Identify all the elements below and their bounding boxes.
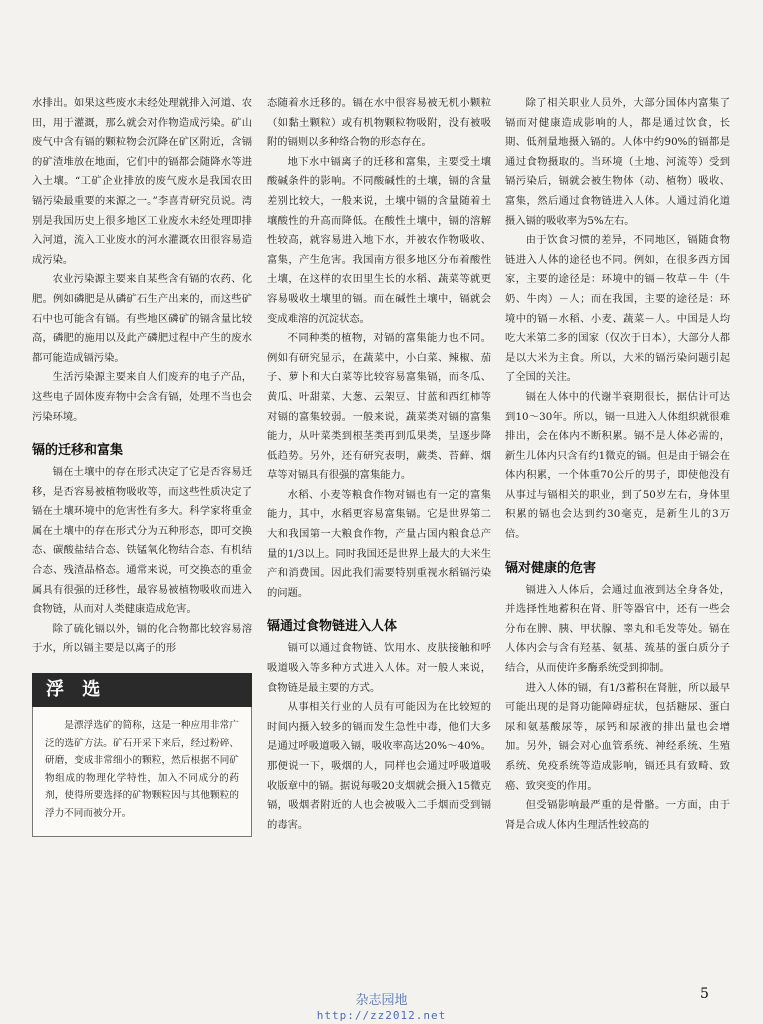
body-paragraph: 但受镉影响最严重的是骨骼。一方面，由于肾是合成人体内生理活性较高的 (505, 799, 730, 831)
sidebar-box-flotation (32, 673, 252, 837)
sidebar-box-text: 是漂浮选矿的简称，这是一种应用非常广泛的选矿方法。矿石开采下来后，经过粉碎、研磨，变成非常细小的颗粒，然后根据不同矿物组成的物理化学特性，加入不同成分的药剂，使得所要选择的矿物颗粒因与其他颗粒的浮力不同而被分开。 (45, 720, 239, 819)
body-paragraph: 地下水中镉离子的迁移和富集，主要受土壤酸碱条件的影响。不同酸碱性的土壤，镉的含量差别比较大，一般来说，土壤中镉的含量随着土壤酸性的升高而降低。在酸性土壤中，镉的溶解性较高，就容易进入地下水，并被农作物吸收、富集，产生危害。我国南方很多地区分布着酸性土壤，在这样的农田里生长的水稻、蔬菜等就更容易吸收土壤里的镉。而在碱性土壤中，镉就会变成难溶的沉淀状态。 (267, 155, 491, 325)
body-paragraph: 不同种类的植物，对镉的富集能力也不同。例如有研究显示，在蔬菜中，小白菜、辣椒、茄子、萝卜和大白菜等比较容易富集镉，而冬瓜、黄瓜、叶甜菜、大葱、云架豆、甘蓝和西红柿等对镉的富集较弱。一般来说，蔬菜类对镉的富集能力，从叶菜类到根茎类再到瓜果类，呈逐步降低趋势。另外，还有研究表明，蕨类、苔藓、烟草等对镉具有很强的富集能力。 (267, 332, 491, 482)
column-3 (505, 94, 730, 835)
column-1 (32, 94, 252, 837)
section-heading: 镉对健康的危害 (505, 560, 597, 576)
column-2 (267, 94, 491, 835)
body-paragraph: 生活污染源主要来自人们废弃的电子产品，这些电子固体废弃物中会含有镉，处理不当也会污染环境。 (32, 371, 252, 423)
page-number: 5 (700, 986, 709, 1002)
body-paragraph: 进入人体的镉，有1/3蓄积在肾脏，所以最早可能出现的是肾功能障碍症状，包括糖尿、蛋白尿和氨基酸尿等，尿钙和尿液的排出量也会增加。另外，镉会对心血管系统、神经系统、生殖系统、免疫系统等造成影响，镉还具有致畸、致癌、致突变的作用。 (505, 681, 730, 792)
footer-site-name: 杂志园地 (355, 993, 408, 1008)
body-paragraph: 除了硫化镉以外，镉的化合物都比较容易溶于水，所以镉主要是以离子的形 (32, 622, 252, 655)
body-paragraph: 由于饮食习惯的差异，不同地区，镉随食物链进入人体的途径也不同。例如，在很多西方国家，主要的途径是：环境中的镉－牧草－牛（牛奶、牛肉）－人；而在我国，主要的途径是：环境中的镉－水稻、小麦、蔬菜－人。中国是人均吃大米第二多的国家（仅次于日本），大部分人都是以大米为主食。所以，大米的镉污染问题引起了全国的关注。 (505, 234, 730, 384)
body-paragraph: 态随着水迁移的。镉在水中很容易被无机小颗粒（如黏土颗粒）或有机物颗粒物吸附，没有被吸附的镉则以多种络合物的形态存在。 (267, 97, 491, 149)
body-paragraph: 镉在人体中的代谢半衰期很长，据估计可达到10～30年。所以，镉一旦进入人体组织就很难排出，会在体内不断积累。镉不是人体必需的，新生儿体内只含有约1微克的镉。但是由于镉会在体内积累，一个体重70公斤的男子，即使他没有从事过与镉相关的职业，到了50岁左右，身体里积累的镉也会达到约30毫克，是新生儿的3万倍。 (505, 390, 730, 541)
body-paragraph: 镉可以通过食物链、饮用水、皮肤接触和呼吸道吸入等多种方式进入人体。对一般人来说，食物链是最主要的方式。 (267, 642, 491, 694)
body-paragraph: 从事相关行业的人员有可能因为在比较短的时间内摄入较多的镉而发生急性中毒，他们大多是通过呼吸道吸入镉，吸收率高达20%～40%。那便说一下，吸烟的人，同样也会通过呼吸道吸收版章中的镉。据说每吸20支烟就会摄入15微克镉，吸烟者附近的人也会被吸入二手烟而受到镉的毒害。 (267, 701, 491, 831)
sidebar-box-body (32, 707, 252, 837)
body-paragraph: 除了相关职业人员外，大部分国体内富集了镉而对健康造成影响的人，都是通过饮食，长期、低剂量地摄入镉的。人体中约90%的镉都是通过食物摄取的。当环境（土地、河流等）受到镉污染后，镉就会被生物体（动、植物）吸收、富集，然后通过食物链进入人体。人通过消化道摄入镉的吸收率为5%左右。 (505, 97, 730, 227)
section-heading: 镉的迁移和富集 (32, 443, 124, 459)
body-paragraph: 镉在土壤中的存在形式决定了它是否容易迁移，是否容易被植物吸收等，而这些性质决定了镉在土壤环境中的危害性有多大。科学家将重金属在土壤中的存在形式分为五种形态，即可交换态、碳酸盐结合态、铁锰氧化物结合态、有机结合态、残渣晶格态。通常来说，可交换态的重金属具有很强的迁移性，最容易被植物吸收而进入食物链，从而对人类健康造成危害。 (32, 466, 252, 616)
body-paragraph: 水稻、小麦等粮食作物对镉也有一定的富集能力，其中，水稻更容易富集镉。它是世界第二大和我国第一大粮食作物，产量占国内粮食总产量的1/3以上。同时我国还是世界上最大的大米生产和消费国。因此我们需要特别重视水稻镉污染的问题。 (267, 488, 491, 599)
sidebar-box-title: 浮 选 (32, 673, 252, 707)
body-paragraph: 镉进入人体后，会通过血液到达全身各处，并选择性地蓄积在肾、肝等器官中，还有一些会分布在脾、胰、甲状腺、睾丸和毛发等处。镉在人体内会与含有羟基、氨基、巯基的蛋白质分子结合，从而使许多酶系统受到抑制。 (505, 583, 730, 675)
body-paragraph: 水排出。如果这些废水未经处理就排入河道、农田，用于灌溉，那么就会对作物造成污染。矿山废气中含有镉的颗粒物会沉降在矿区附近，含镉的矿渣堆放在地面，它们中的镉都会随降水等进入土壤。“工矿企业排放的废气废水是我国农田镉污染最重要的来源之一。”李喜青研究员说。湾别是我国历史上很多地区工业废水未经处理即排入河道，流入工业废水的河水灌溉农田很容易造成污染。 (32, 97, 252, 266)
body-paragraph: 农业污染源主要来自某些含有镉的农药、化肥。例如磷肥是从磷矿石生产出来的，而这些矿石中也可能含有镉。有些地区磷矿的镉含量比较高，磷肥的施用以及此产磷肥过程中产生的废水都可能造成镉污染。 (32, 273, 252, 364)
footer-url[interactable]: http://zz2012.net (316, 1009, 447, 1022)
section-heading: 镉通过食物链进入人体 (267, 619, 398, 635)
